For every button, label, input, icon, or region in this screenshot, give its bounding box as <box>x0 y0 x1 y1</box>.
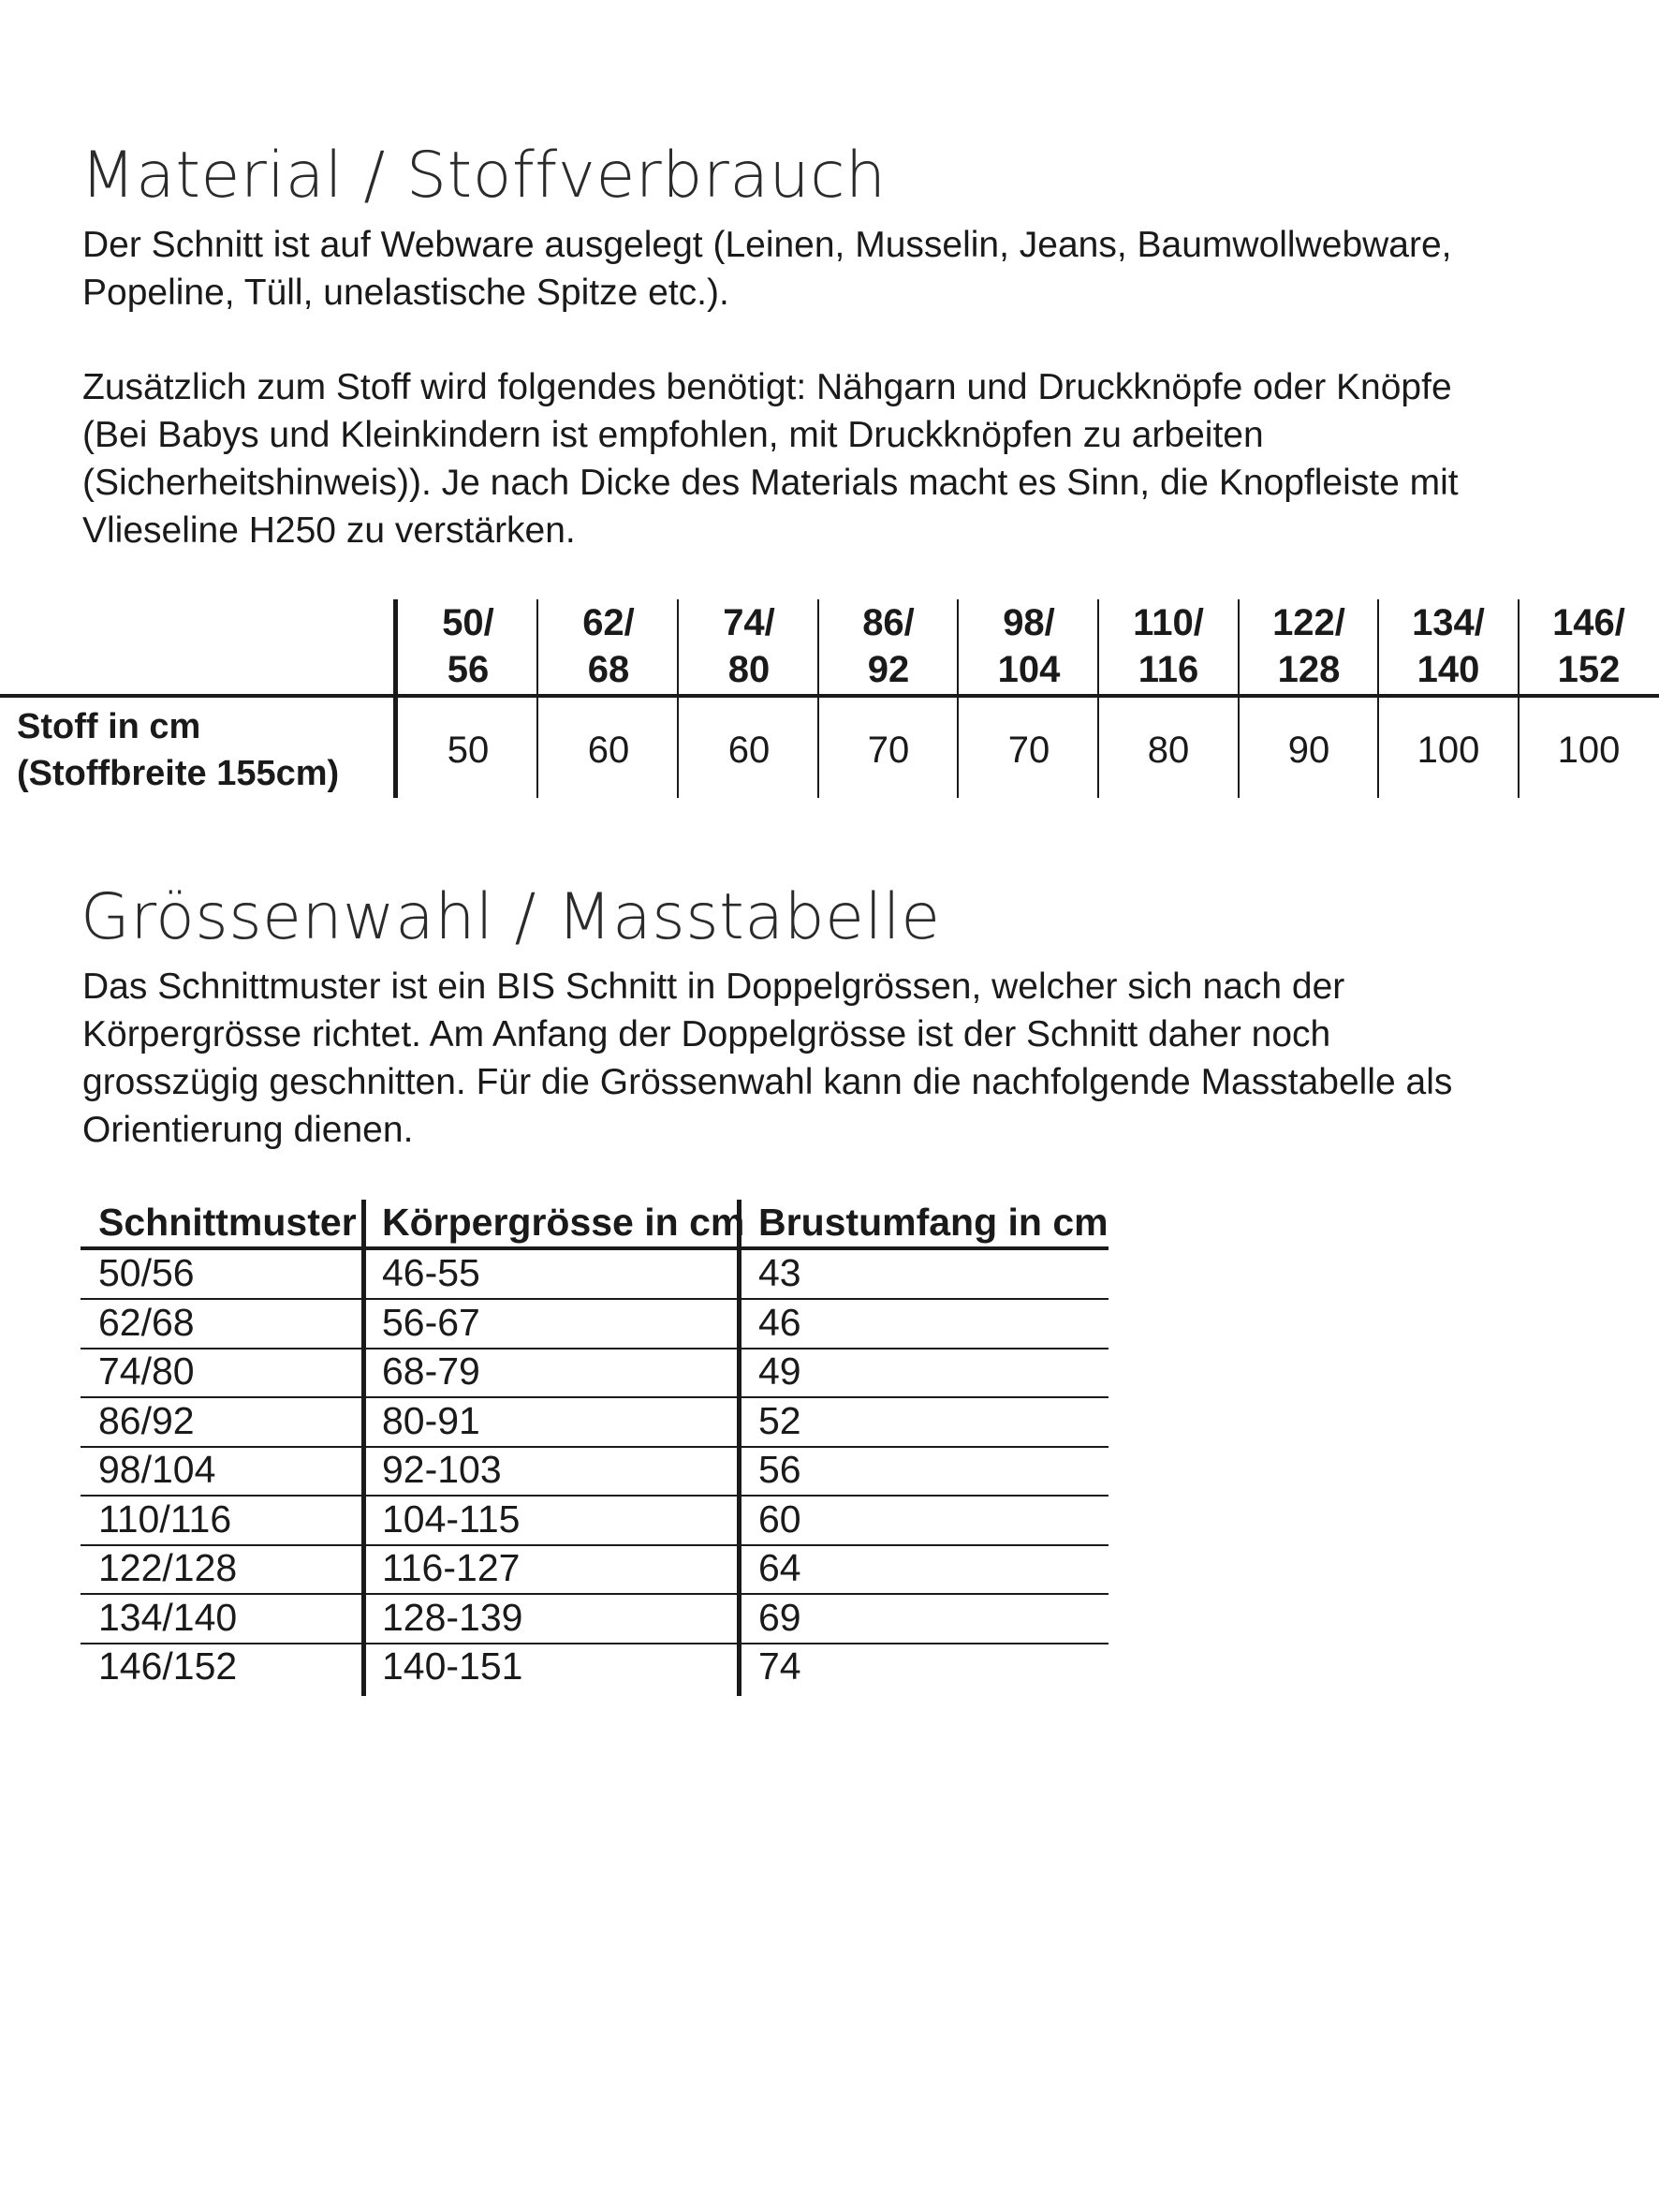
size-table-divider <box>361 1200 366 1696</box>
size-table-cell: 74/80 <box>98 1349 195 1393</box>
text-line: grosszügig geschnitten. Für die Grössenwahl kann die nachfolgende Masstabelle als <box>82 1062 1453 1102</box>
size-table-cell: 92-103 <box>382 1448 502 1491</box>
fabric-size-value: 50 <box>447 730 490 771</box>
text-line: Der Schnitt ist auf Webware ausgelegt (Leinen, Musselin, Jeans, Baumwollwebware, <box>82 225 1452 265</box>
size-table-header: Körpergrösse in cm <box>382 1201 745 1244</box>
size-table-cell: 86/92 <box>98 1399 195 1442</box>
size-table-header: Schnittmuster <box>98 1201 357 1244</box>
fabric-size-value: 90 <box>1287 730 1330 771</box>
size-table-row-rule <box>81 1396 1108 1398</box>
size-table-cell: 134/140 <box>98 1596 238 1639</box>
material-paragraph-1 <box>82 221 1627 317</box>
size-table-cell: 52 <box>758 1399 801 1442</box>
size-table-cell: 64 <box>758 1546 801 1589</box>
material-paragraph-2 <box>82 363 1627 554</box>
size-table-cell: 68-79 <box>382 1349 480 1393</box>
fabric-size-header: 50/ 56 <box>442 602 494 690</box>
size-table-cell: 56-67 <box>382 1301 480 1344</box>
fabric-size-header: 74/ 80 <box>723 602 775 690</box>
fabric-table-header-rule <box>0 694 1659 698</box>
size-table-cell: 122/128 <box>98 1546 238 1589</box>
text-line: Körpergrösse richtet. Am Anfang der Doppelgrösse ist der Schnitt daher noch <box>82 1014 1331 1054</box>
fabric-size-header: 98/ 104 <box>997 602 1061 690</box>
size-table-row-rule <box>81 1348 1108 1349</box>
size-table-cell: 60 <box>758 1497 801 1541</box>
fabric-size-value: 70 <box>867 730 910 771</box>
size-table-cell: 128-139 <box>382 1596 523 1639</box>
size-table-cell: 116-127 <box>382 1546 521 1589</box>
size-table-cell: 98/104 <box>98 1448 216 1491</box>
size-table-cell: 56 <box>758 1448 801 1491</box>
size-table-cell: 46 <box>758 1301 801 1344</box>
text-line: (Sicherheitshinweis)). Je nach Dicke des Materials macht es Sinn, die Knopfleiste mit <box>82 463 1459 503</box>
text-line: (Bei Babys und Kleinkindern ist empfohlen, mit Druckknöpfen zu arbeiten <box>82 415 1264 455</box>
fabric-size-header: 146/ 152 <box>1552 602 1625 690</box>
size-table-cell: 140-151 <box>382 1644 523 1688</box>
size-table <box>0 1194 1659 1700</box>
size-paragraph <box>82 963 1627 1154</box>
size-table-cell: 74 <box>758 1644 801 1688</box>
fabric-size-header: 86/ 92 <box>862 602 915 690</box>
fabric-size-value: 80 <box>1147 730 1190 771</box>
fabric-size-value: 100 <box>1557 730 1621 771</box>
size-table-row-rule <box>81 1298 1108 1300</box>
fabric-size-value: 100 <box>1417 730 1480 771</box>
text-line: Orientierung dienen. <box>82 1110 414 1150</box>
material-heading: Material / Stoffverbrauch <box>81 139 887 213</box>
size-table-cell: 69 <box>758 1596 801 1639</box>
fabric-size-value: 60 <box>587 730 630 771</box>
fabric-size-header: 122/ 128 <box>1272 602 1345 690</box>
size-table-divider <box>737 1200 741 1696</box>
fabric-row-label-line2: (Stoffbreite 155cm) <box>17 754 340 793</box>
fabric-row-label <box>17 703 339 797</box>
fabric-size-value: 60 <box>727 730 771 771</box>
fabric-size-header: 134/ 140 <box>1412 602 1485 690</box>
size-table-cell: 110/116 <box>98 1497 232 1541</box>
fabric-size-header: 110/ 116 <box>1133 602 1204 690</box>
size-table-header: Brustumfang in cm <box>758 1201 1108 1244</box>
size-table-cell: 50/56 <box>98 1251 195 1294</box>
text-line: Zusätzlich zum Stoff wird folgendes benötigt: Nähgarn und Druckknöpfe oder Knöpfe <box>82 367 1452 407</box>
size-table-cell: 104-115 <box>382 1497 521 1541</box>
size-table-row-rule <box>81 1495 1108 1497</box>
fabric-table <box>0 599 1659 801</box>
size-table-cell: 62/68 <box>98 1301 195 1344</box>
fabric-size-header: 62/ 68 <box>582 602 635 690</box>
text-line: Das Schnittmuster ist ein BIS Schnitt in Doppelgrössen, welcher sich nach der <box>82 966 1345 1007</box>
fabric-size-value: 70 <box>1007 730 1050 771</box>
text-line: Popeline, Tüll, unelastische Spitze etc.). <box>82 273 729 313</box>
size-table-cell: 46-55 <box>382 1251 480 1294</box>
size-table-cell: 80-91 <box>382 1399 480 1442</box>
size-table-cell: 146/152 <box>98 1644 238 1688</box>
size-table-cell: 49 <box>758 1349 801 1393</box>
size-table-header-rule <box>81 1246 1108 1250</box>
size-heading: Grössenwahl / Masstabelle <box>81 880 941 954</box>
fabric-row-label-line1: Stoff in cm <box>17 707 201 746</box>
size-table-cell: 43 <box>758 1251 801 1294</box>
text-line: Vlieseline H250 zu verstärken. <box>82 510 576 551</box>
size-table-row-rule <box>81 1446 1108 1448</box>
